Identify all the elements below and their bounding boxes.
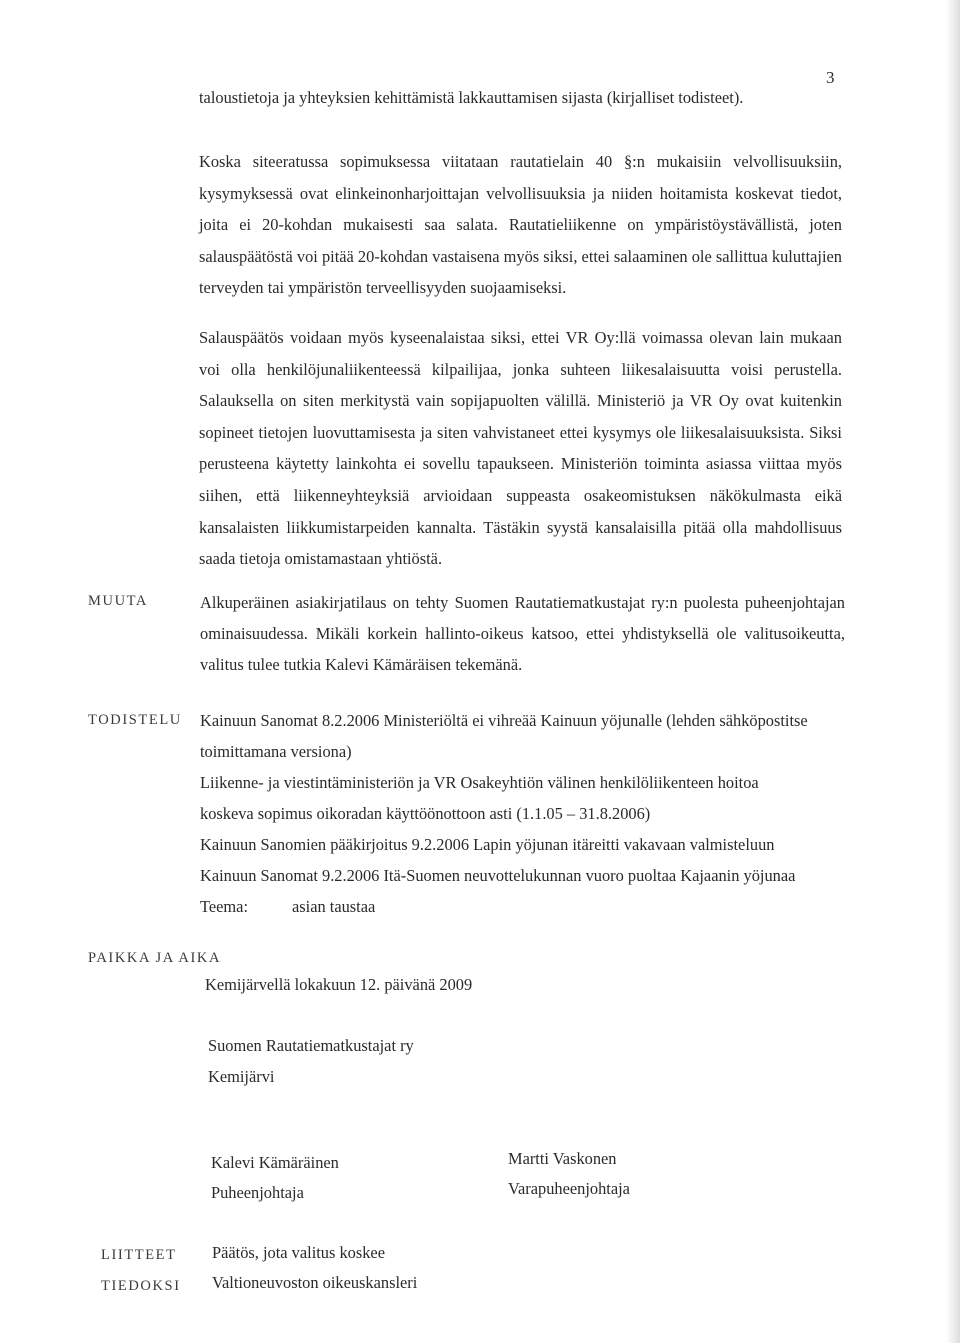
liitteet-text: Päätös, jota valitus koskee: [212, 1243, 385, 1262]
teema-label: Teema:: [200, 897, 248, 916]
paragraph-2-text: Salauspäätös voidaan myös kyseenalaistaa siksi, ettei VR Oy:llä voimassa olevan lain mukaan voi olla henkilöjunaliikenteessä kilpailijaa, jonka suhteen liikesalaisuutta voisi perustella. Salauksella on siten merkitystä vain sopijapuolten välillä. Ministeriö ja VR Oy ovat kuitenkin sopineet tietojen luovuttamisesta ja siten vahvistaneet ettei kysymys ole liikesalaisuuksista. Siksi perusteena käytetty lainkohta ei sovellu tapaukseen. Ministeriön toiminta asiassa viittaa myös siihen, että liikenneyhteyksiä arvioidaan suppeasta osakeomistuksen näkökulmasta eikä kansalaisten liikkumistarpeiden kannalta. Tästäkin syystä kansalaisilla pitää olla mahdollisuus saada tietoja omistamastaan yhtiöstä.: [199, 328, 842, 569]
muuta-text: Alkuperäinen asiakirjatilaus on tehty Suomen Rautatiematkustajat ry:n puolesta puheenjohtajan ominaisuudessa. Mikäli korkein hallinto-oikeus katsoo, ettei yhdistyksellä ole valitusoikeutta, valitus tulee tutkia Kalevi Kämäräisen tekemänä.: [200, 593, 845, 674]
organization-name: Suomen Rautatiematkustajat ry: [208, 1036, 414, 1055]
tiedoksi-text: Valtioneuvoston oikeuskansleri: [212, 1273, 418, 1292]
evidence-item: Kainuun Sanomien pääkirjoitus 9.2.2006 Lapin yöjunan itäreitti vakavaan valmisteluun: [200, 835, 775, 854]
paikka-label: PAIKKA JA AIKA: [88, 950, 222, 966]
signer-1-name: Kalevi Kämäräinen: [211, 1153, 339, 1172]
todistelu-label: TODISTELU: [88, 712, 182, 728]
paragraph-1-text: Koska siteeratussa sopimuksessa viitataan rautatielain 40 §:n mukaisiin velvollisuuksiin, kysymyksessä ovat elinkeinonharjoittajan velvollisuuksia ja niiden hoitamista koskevat tiedot, joita ei 20-kohdan mukaisesti saa salata. Rautatieliikenne on ympäristöystävällistä, joten salauspäätöstä voi pitää 20-kohdan vastaisena myös siksi, ettei salaaminen ole sallittua kuluttajien terveyden tai ympäristön terveellisyyden suojaamiseksi.: [199, 152, 842, 298]
signer-2-title: Varapuheenjohtaja: [508, 1179, 630, 1198]
evidence-item: Kainuun Sanomat 8.2.2006 Ministeriöltä ei vihreää Kainuun yöjunalle (lehden sähköpostitse: [200, 711, 808, 730]
organization-city: Kemijärvi: [208, 1067, 275, 1086]
evidence-item: koskeva sopimus oikoradan käyttöönottoon asti (1.1.05 – 31.8.2006): [200, 804, 651, 823]
teema-row: [200, 891, 845, 922]
page-number: 3: [826, 68, 835, 87]
signer-2-name: Martti Vaskonen: [508, 1149, 617, 1168]
paragraph-1: [199, 146, 842, 304]
teema-value: asian taustaa: [292, 897, 376, 916]
todistelu-list: [200, 705, 845, 922]
tiedoksi-label: TIEDOKSI: [101, 1278, 181, 1294]
paikka-text: Kemijärvellä lokakuun 12. päivänä 2009: [205, 975, 473, 994]
page-edge-shadow: [946, 0, 960, 1343]
evidence-item: Liikenne- ja viestintäministeriön ja VR Osakeyhtiön välinen henkilöliikenteen hoitoa: [200, 773, 759, 792]
liitteet-label: LIITTEET: [101, 1247, 177, 1263]
paragraph-2: [199, 322, 842, 575]
evidence-item: toimittamana versiona): [200, 742, 352, 761]
muuta-label: MUUTA: [88, 593, 149, 609]
intro-line: taloustietoja ja yhteyksien kehittämistä lakkauttamisen sijasta (kirjalliset todisteet).: [199, 88, 744, 107]
evidence-item: Kainuun Sanomat 9.2.2006 Itä-Suomen neuvottelukunnan vuoro puoltaa Kajaanin yöjunaa: [200, 866, 796, 885]
signer-1-title: Puheenjohtaja: [211, 1183, 304, 1202]
